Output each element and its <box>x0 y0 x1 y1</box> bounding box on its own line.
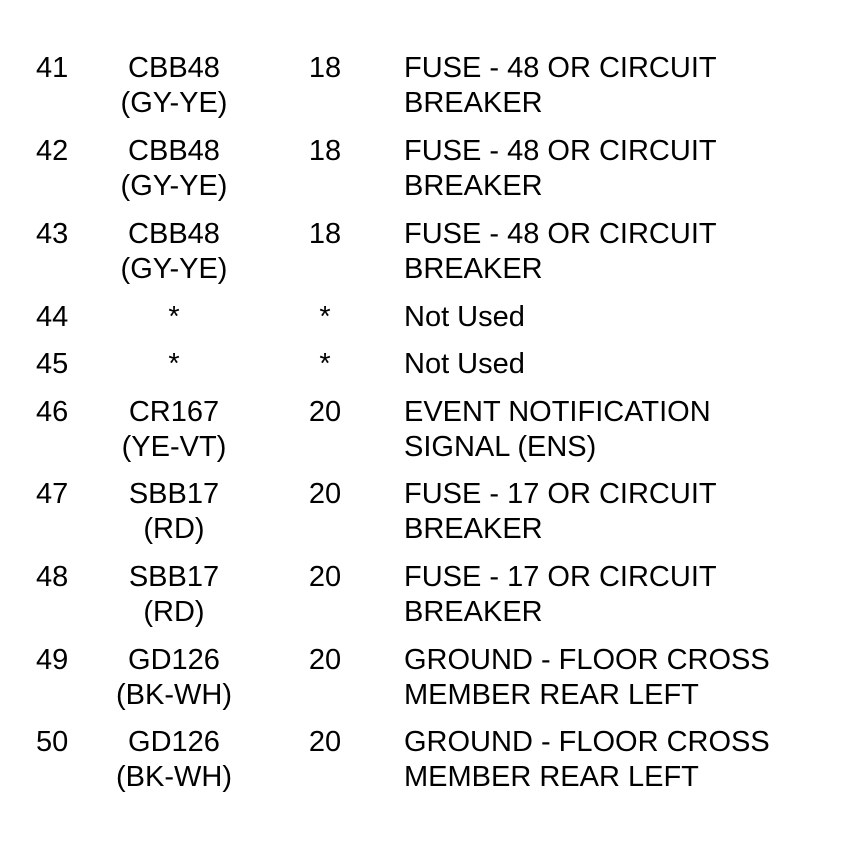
table-row <box>0 300 842 347</box>
circuit-id: GD126 <box>128 726 220 758</box>
circuit-cell <box>92 643 256 713</box>
function-line-1: FUSE - 17 OR CIRCUIT <box>404 478 717 510</box>
function-cell <box>404 725 770 795</box>
function-cell <box>404 395 711 465</box>
function-line-1: GROUND - FLOOR CROSS <box>404 644 770 676</box>
circuit-cell <box>92 725 256 795</box>
circuit-cell <box>92 477 256 547</box>
table-row <box>0 477 842 560</box>
function-cell <box>404 560 717 630</box>
function-cell <box>404 477 717 547</box>
function-line-1: FUSE - 48 OR CIRCUIT <box>404 218 717 250</box>
pin-number: 41 <box>36 52 69 84</box>
function-line-1: FUSE - 48 OR CIRCUIT <box>404 52 717 84</box>
table-row <box>0 725 842 808</box>
pin-number: 50 <box>36 726 69 758</box>
pin-number: 47 <box>36 478 69 510</box>
function-cell <box>404 347 525 382</box>
wire-gauge: 20 <box>308 726 342 758</box>
wire-color: (BK-WH) <box>116 761 232 793</box>
wire-gauge: 18 <box>308 135 342 167</box>
circuit-id: * <box>168 348 180 380</box>
circuit-cell <box>92 560 256 630</box>
function-line-1: FUSE - 48 OR CIRCUIT <box>404 135 717 167</box>
function-line-2: BREAKER <box>404 513 543 545</box>
wire-color: (BK-WH) <box>116 679 232 711</box>
circuit-cell <box>92 300 256 335</box>
table-row <box>0 560 842 643</box>
connector-pinout-table <box>0 51 842 808</box>
wire-gauge: * <box>319 301 331 333</box>
pin-number: 42 <box>36 135 69 167</box>
wire-gauge: 20 <box>308 644 342 676</box>
function-cell <box>404 300 525 335</box>
function-cell <box>404 217 717 287</box>
pin-number: 48 <box>36 561 69 593</box>
table-row <box>0 51 842 134</box>
function-line-1: GROUND - FLOOR CROSS <box>404 726 770 758</box>
table-row <box>0 395 842 477</box>
circuit-cell <box>92 134 256 204</box>
function-line-1: FUSE - 17 OR CIRCUIT <box>404 561 717 593</box>
wire-color: (GY-YE) <box>120 253 228 285</box>
wire-color: (GY-YE) <box>120 170 228 202</box>
wire-gauge: 18 <box>308 52 342 84</box>
function-line-2: MEMBER REAR LEFT <box>404 761 699 793</box>
function-line-2: MEMBER REAR LEFT <box>404 679 699 711</box>
function-line-1: Not Used <box>404 348 525 380</box>
wire-color: (RD) <box>143 596 205 628</box>
circuit-cell <box>92 51 256 121</box>
table-row <box>0 347 842 395</box>
pin-number: 46 <box>36 396 69 428</box>
wire-gauge: * <box>319 348 331 380</box>
circuit-id: * <box>168 301 180 333</box>
circuit-cell <box>92 395 256 465</box>
function-line-2: BREAKER <box>404 596 543 628</box>
pin-number: 49 <box>36 644 69 676</box>
pin-number: 44 <box>36 301 69 333</box>
function-line-2: BREAKER <box>404 170 543 202</box>
circuit-id: GD126 <box>128 644 220 676</box>
wire-gauge: 20 <box>308 396 342 428</box>
wire-color: (RD) <box>143 513 205 545</box>
table-row <box>0 643 842 725</box>
function-cell <box>404 643 770 713</box>
function-cell <box>404 134 717 204</box>
pin-number: 43 <box>36 218 69 250</box>
function-line-2: SIGNAL (ENS) <box>404 431 597 463</box>
function-line-1: Not Used <box>404 301 525 333</box>
function-line-1: EVENT NOTIFICATION <box>404 396 711 428</box>
wire-gauge: 20 <box>308 561 342 593</box>
wire-gauge: 18 <box>308 218 342 250</box>
circuit-id: SBB17 <box>128 478 220 510</box>
pin-number: 45 <box>36 348 69 380</box>
function-cell <box>404 51 717 121</box>
table-row <box>0 134 842 217</box>
circuit-id: CR167 <box>128 396 220 428</box>
table-row <box>0 217 842 300</box>
wire-color: (GY-YE) <box>120 87 228 119</box>
function-line-2: BREAKER <box>404 253 543 285</box>
circuit-cell <box>92 347 256 382</box>
circuit-cell <box>92 217 256 287</box>
function-line-2: BREAKER <box>404 87 543 119</box>
wire-gauge: 20 <box>308 478 342 510</box>
circuit-id: CBB48 <box>128 218 220 250</box>
circuit-id: CBB48 <box>128 52 220 84</box>
wire-color: (YE-VT) <box>121 431 227 463</box>
circuit-id: CBB48 <box>128 135 220 167</box>
circuit-id: SBB17 <box>128 561 220 593</box>
